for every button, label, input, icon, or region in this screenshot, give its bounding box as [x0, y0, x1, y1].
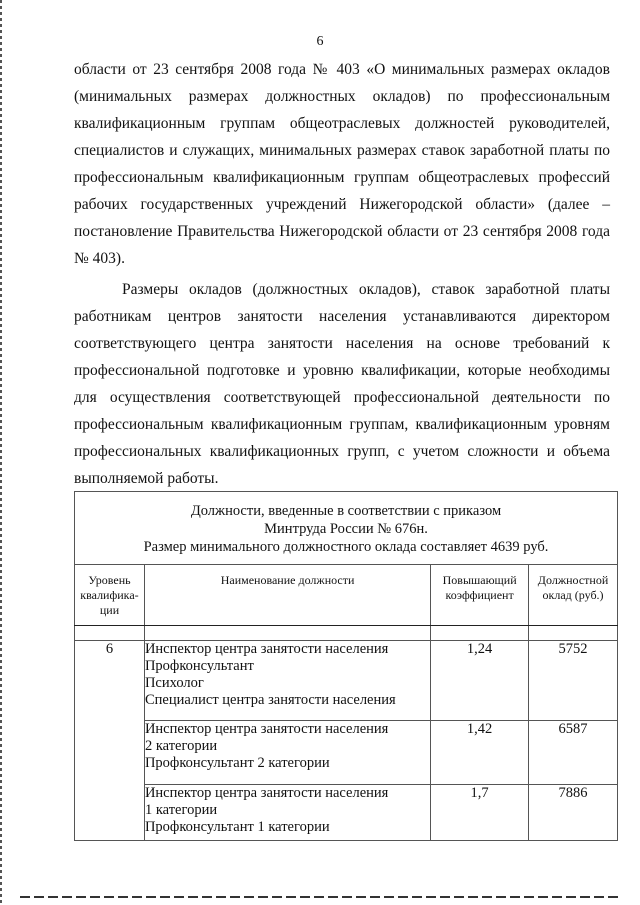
positions-cell	[144, 641, 430, 721]
body-text	[74, 56, 610, 492]
paragraph-continuation: области от 23 сентября 2008 года № 403 «О минимальных размерах окладов (минимальных размерах должностных окладов) по профессиональным квалификационным группам общеотраслевых должностей руководителей, специалистов и служащих, минимальных размерах ставок заработной платы по профессиональным квалификационным группам общеотраслевых профессий рабочих государственных учреждений Нижегородской области» (далее – постановление Правительства Нижегородской области от 23 сентября 2008 года № 403).	[74, 61, 610, 267]
header-salary: Должностной оклад (руб.)	[529, 565, 618, 626]
position-name: Профконсультант 2 категории	[144, 755, 330, 771]
paragraph-salary-rules: Размеры окладов (должностных окладов), ставок заработной платы работникам центров занятости населения устанавливаются директором соответствующего центра занятости населения на основе требований к профессиональной подготовке и уровню квалификации, которые необходимы для осуществления соответствующей профессиональной деятельности по профессиональным квалификационным группам, квалификационным уровням профессиональных квалификационных групп, с учетом сложности и объема выполняемой работы.	[74, 281, 610, 487]
coefficient-cell: 1,7	[431, 785, 529, 841]
scan-edge-mark	[20, 896, 620, 898]
salary-cell: 5752	[529, 641, 618, 721]
position-name: 2 категории	[144, 738, 218, 754]
position-name: Профконсультант	[144, 658, 254, 674]
position-name: Инспектор центра занятости населения	[144, 721, 389, 737]
position-name: Специалист центра занятости населения	[144, 692, 396, 708]
positions-cell	[144, 785, 430, 841]
header-position: Наименование должности	[144, 565, 430, 626]
table-row	[75, 721, 618, 785]
positions-table	[74, 491, 618, 841]
position-name: Профконсультант 1 категории	[144, 819, 330, 835]
salary-cell: 6587	[529, 721, 618, 785]
coefficient-cell: 1,42	[431, 721, 529, 785]
position-name: Психолог	[144, 675, 204, 691]
scan-edge-mark	[0, 0, 2, 905]
salary-cell: 7886	[529, 785, 618, 841]
level-cell: 6	[75, 641, 145, 841]
position-name: Инспектор центра занятости населения	[144, 641, 389, 657]
caption-line: Размер минимального должностного оклада составляет 4639 руб.	[143, 539, 549, 555]
positions-cell	[144, 721, 430, 785]
caption-line: Должности, введенные в соответствии с приказом	[190, 503, 502, 519]
position-name: 1 категории	[144, 802, 218, 818]
coefficient-cell: 1,24	[431, 641, 529, 721]
header-coefficient: Повышающий коэффициент	[431, 565, 529, 626]
table-caption	[75, 492, 618, 565]
table-row	[75, 785, 618, 841]
header-level: Уровень квалифика-ции	[75, 565, 145, 626]
table-row	[75, 641, 618, 721]
caption-line: Минтруда России № 676н.	[264, 521, 428, 537]
position-name: Инспектор центра занятости населения	[144, 785, 389, 801]
page-number: 6	[316, 34, 324, 49]
